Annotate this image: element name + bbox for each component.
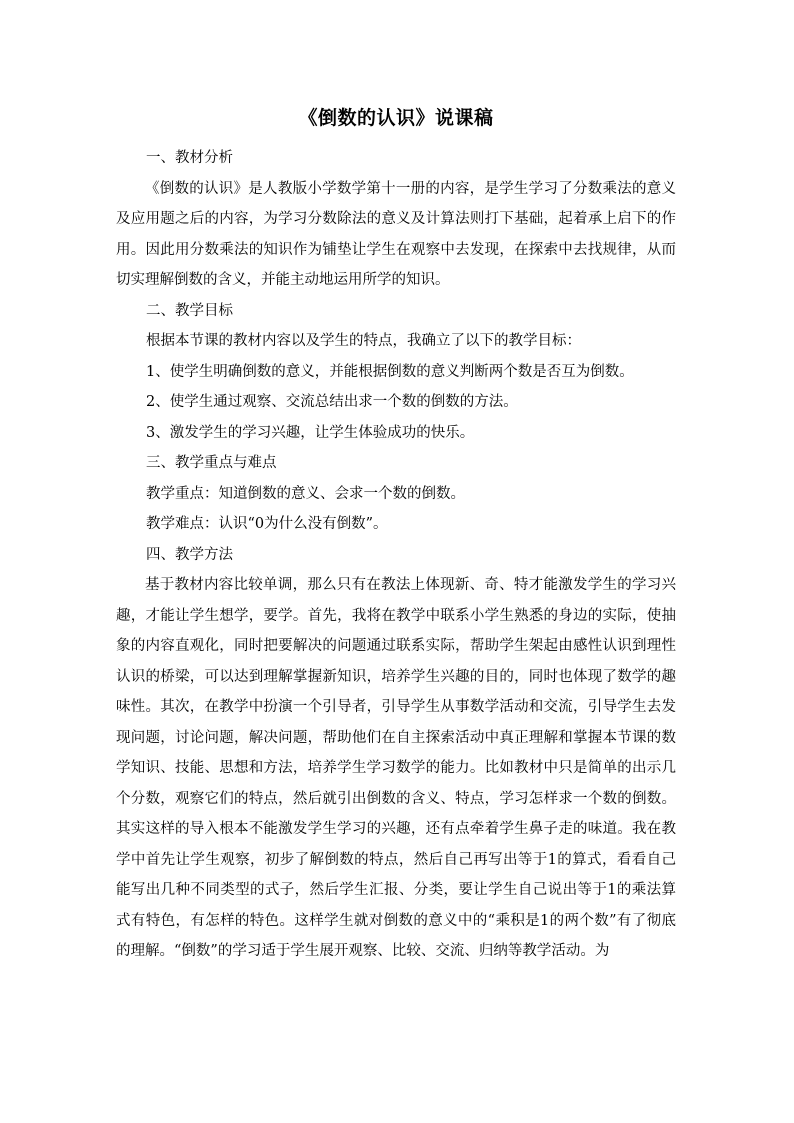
section-heading-teaching-goals: 二、教学目标 xyxy=(146,302,233,319)
teaching-goal-item-3: 3、激发学生的学习兴趣，让学生体验成功的快乐。 xyxy=(146,424,475,441)
document-body xyxy=(116,103,676,967)
section-heading-key-points: 三、教学重点与难点 xyxy=(146,455,277,471)
key-point-text: 教学重点：知道倒数的意义、会求一个数的倒数。 xyxy=(146,485,465,502)
teaching-goals-intro: 根据本节课的教材内容以及学生的特点，我确立了以下的教学目标： xyxy=(146,333,581,349)
document-title: 《倒数的认识》说课稿 xyxy=(298,107,494,129)
teaching-goal-item-2: 2、使学生通过观察、交流总结出求一个数的倒数的方法。 xyxy=(146,394,518,410)
paragraph-teaching-methods: 基于教材内容比较单调，那么只有在教法上体现新、奇、特才能激发学生的学习兴趣，才能让学生想学，要学。首先，我将在教学中联系小学生熟悉的身边的实际，使抽象的内容直观化，同时把要解决的问题通过联系实际，帮助学生架起由感性认识到理性认识的桥梁，可以达到理解掌握新知识，培养学生兴趣的目的，同时也体现了数学的趣味性。其次，在教学中扮演一个引导者，引导学生从事数学活动和交流，引导学生去发现问题，讨论问题，解决问题，帮助他们在自主探索活动中真正理解和掌握本节课的数学知识、技能、思想和方法，培养学生学习数学的能力。比如教材中只是简单的出示几个分数，观察它们的特点，然后就引出倒数的含义、特点，学习怎样求一个数的倒数。其实这样的导入根本不能激发学生学习的兴趣，还有点牵着学生鼻子走的味道。我在教学中首先让学生观察，初步了解倒数的特点，然后自己再写出等于1的算式，看看自己能写出几种不同类型的式子，然后学生汇报、分类，要让学生自己说出等于1的乘法算式有特色，有怎样的特色。这样学生就对倒数的意义中的“乘积是1的两个数”有了彻底的理解。“倒数”的学习适于学生展开观察、比较、交流、归纳等教学活动。为 xyxy=(116,577,676,959)
difficulty-text: 教学难点：认识“0为什么没有倒数”。 xyxy=(146,516,388,532)
teaching-goal-item-1: 1、使学生明确倒数的意义，并能根据倒数的意义判断两个数是否互为倒数。 xyxy=(146,363,634,380)
paragraph-textbook-analysis: 《倒数的认识》是人教版小学数学第十一册的内容，是学生学习了分数乘法的意义及应用题之后的内容，为学习分数除法的意义及计算法则打下基础，起着承上启下的作用。因此用分数乘法的知识作为铺垫让学生在观察中去发现，在探索中去找规律，从而切实理解倒数的含义，并能主动地运用所学的知识。 xyxy=(116,180,676,288)
section-heading-textbook-analysis: 一、教材分析 xyxy=(146,150,233,166)
section-heading-teaching-methods: 四、教学方法 xyxy=(146,546,233,563)
